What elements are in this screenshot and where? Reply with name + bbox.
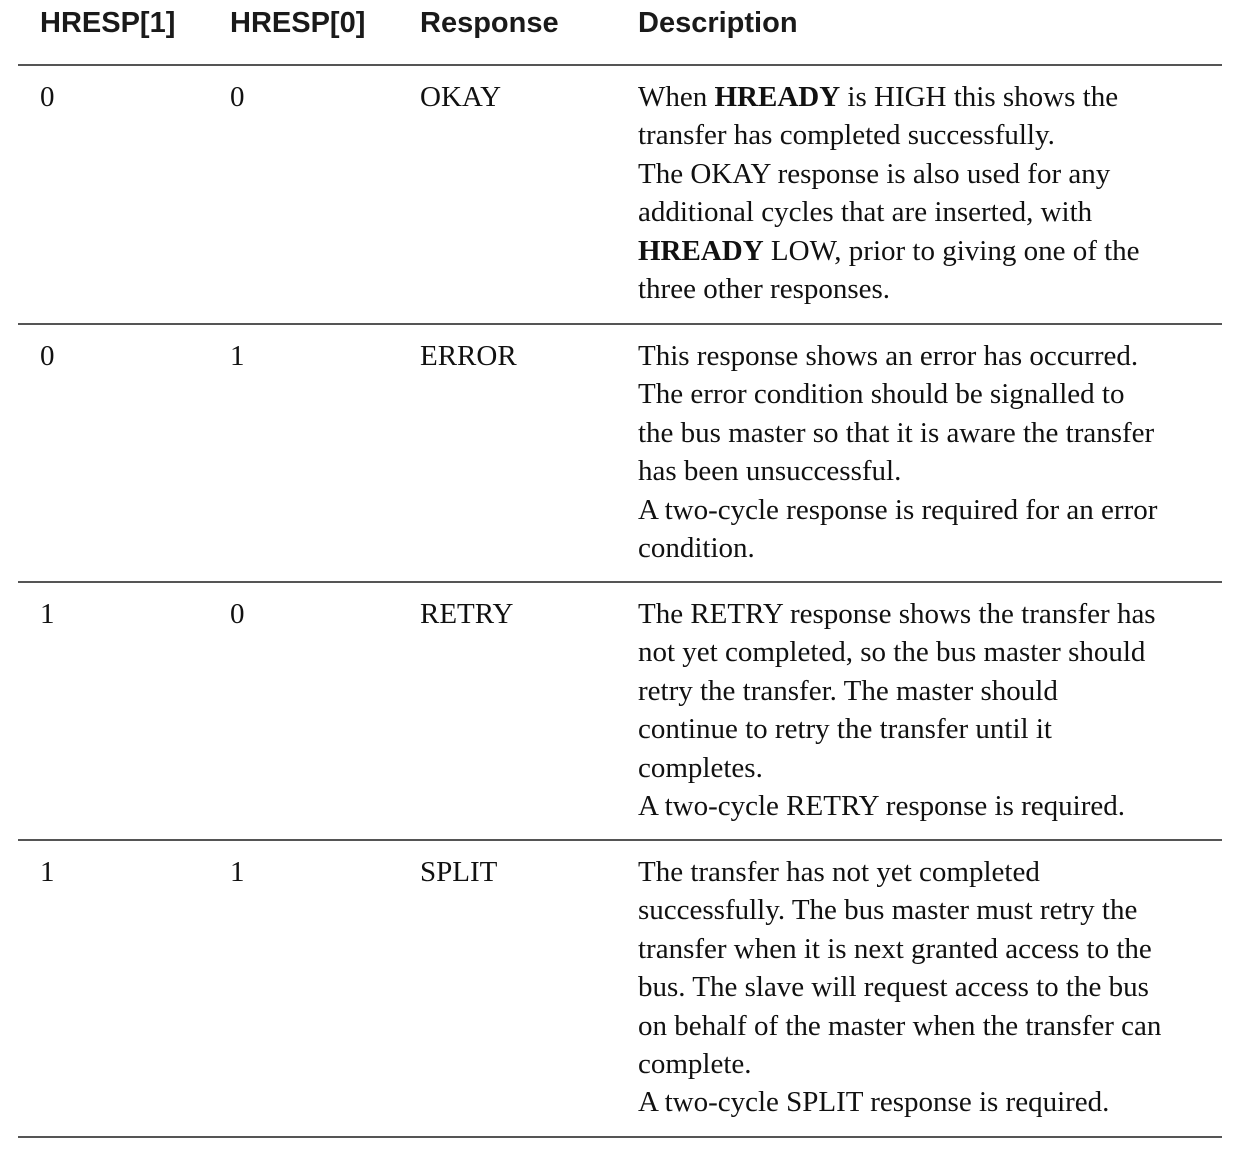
description-line: [638, 116, 1140, 154]
description-line: [638, 787, 1156, 825]
table-row-okay: [18, 66, 1222, 325]
description-line: [638, 193, 1140, 231]
description-text: bus. The slave will request access to the bus: [638, 971, 1149, 1004]
table-row-retry: [18, 583, 1222, 841]
description-text: is HIGH this shows the: [840, 81, 1119, 113]
description-text: three other responses.: [638, 273, 891, 306]
description-text: complete.: [638, 1048, 752, 1081]
description-line: [638, 337, 1157, 375]
table-row-split: [18, 841, 1222, 1138]
cell-hresp0: 1: [230, 340, 245, 372]
description-line: [638, 414, 1157, 452]
description-text: continue to retry the transfer until it: [638, 713, 1052, 746]
cell-hresp1: 0: [40, 81, 55, 113]
description-line: [638, 1045, 1161, 1083]
description-text: completes.: [638, 751, 763, 784]
header-description: Description: [638, 7, 798, 39]
description-text: on behalf of the master when the transfer can: [638, 1009, 1162, 1042]
cell-hresp1: 1: [40, 598, 55, 630]
description-line: [638, 232, 1140, 270]
cell-hresp0: 0: [230, 598, 245, 630]
hresp-response-table: [18, 0, 1222, 1138]
description-line: [638, 672, 1156, 710]
header-response: Response: [420, 7, 559, 39]
cell-description: [638, 853, 1161, 1122]
table-row-error: [18, 325, 1222, 583]
cell-hresp1: 0: [40, 340, 55, 372]
cell-description: [638, 595, 1156, 825]
header-hresp1: HRESP[1]: [40, 7, 176, 39]
description-line: [638, 78, 1140, 116]
cell-description: [638, 78, 1140, 308]
description-text: A two-cycle SPLIT response is required.: [638, 1086, 1110, 1119]
description-text: LOW, prior to giving one of the: [763, 234, 1140, 267]
description-line: [638, 1007, 1161, 1045]
description-line: [638, 491, 1157, 529]
description-text: The transfer has not yet completed: [638, 856, 1040, 888]
description-text: not yet completed, so the bus master should: [638, 636, 1146, 669]
description-text: transfer has completed successfully.: [638, 119, 1055, 152]
table-header-row: [18, 0, 1222, 66]
description-text: When: [638, 81, 715, 113]
description-text: the bus master so that it is aware the transfer: [638, 416, 1155, 449]
description-line: [638, 270, 1140, 308]
description-text: A two-cycle RETRY response is required.: [638, 790, 1125, 823]
description-text: The error condition should be signalled to: [638, 378, 1125, 411]
cell-response: RETRY: [420, 598, 514, 630]
cell-description: [638, 337, 1157, 567]
cell-hresp0: 1: [230, 856, 245, 888]
description-line: [638, 968, 1161, 1006]
cell-response: OKAY: [420, 81, 502, 113]
cell-response: SPLIT: [420, 856, 498, 888]
header-hresp0: HRESP[0]: [230, 7, 366, 39]
description-line: [638, 155, 1140, 193]
description-line: [638, 710, 1156, 748]
description-text: condition.: [638, 532, 755, 565]
cell-hresp1: 1: [40, 856, 55, 888]
description-line: [638, 930, 1161, 968]
signal-name: HREADY: [714, 81, 841, 113]
description-line: [638, 452, 1157, 490]
description-line: [638, 375, 1157, 413]
description-text: retry the transfer. The master should: [638, 674, 1058, 707]
description-line: [638, 1083, 1161, 1121]
description-line: [638, 529, 1157, 567]
description-text: This response shows an error has occurred.: [638, 340, 1139, 372]
description-line: [638, 853, 1161, 891]
cell-response: ERROR: [420, 340, 517, 372]
description-text: additional cycles that are inserted, with: [638, 196, 1093, 229]
description-line: [638, 595, 1156, 633]
description-line: [638, 633, 1156, 671]
description-line: [638, 891, 1161, 929]
description-line: [638, 749, 1156, 787]
description-text: A two-cycle response is required for an error: [638, 493, 1158, 526]
description-text: successfully. The bus master must retry the: [638, 894, 1138, 927]
description-text: has been unsuccessful.: [638, 455, 902, 488]
description-text: The RETRY response shows the transfer has: [638, 598, 1156, 630]
signal-name: HREADY: [638, 234, 764, 267]
cell-hresp0: 0: [230, 81, 245, 113]
description-text: The OKAY response is also used for any: [638, 157, 1111, 190]
description-text: transfer when it is next granted access to the: [638, 932, 1152, 965]
